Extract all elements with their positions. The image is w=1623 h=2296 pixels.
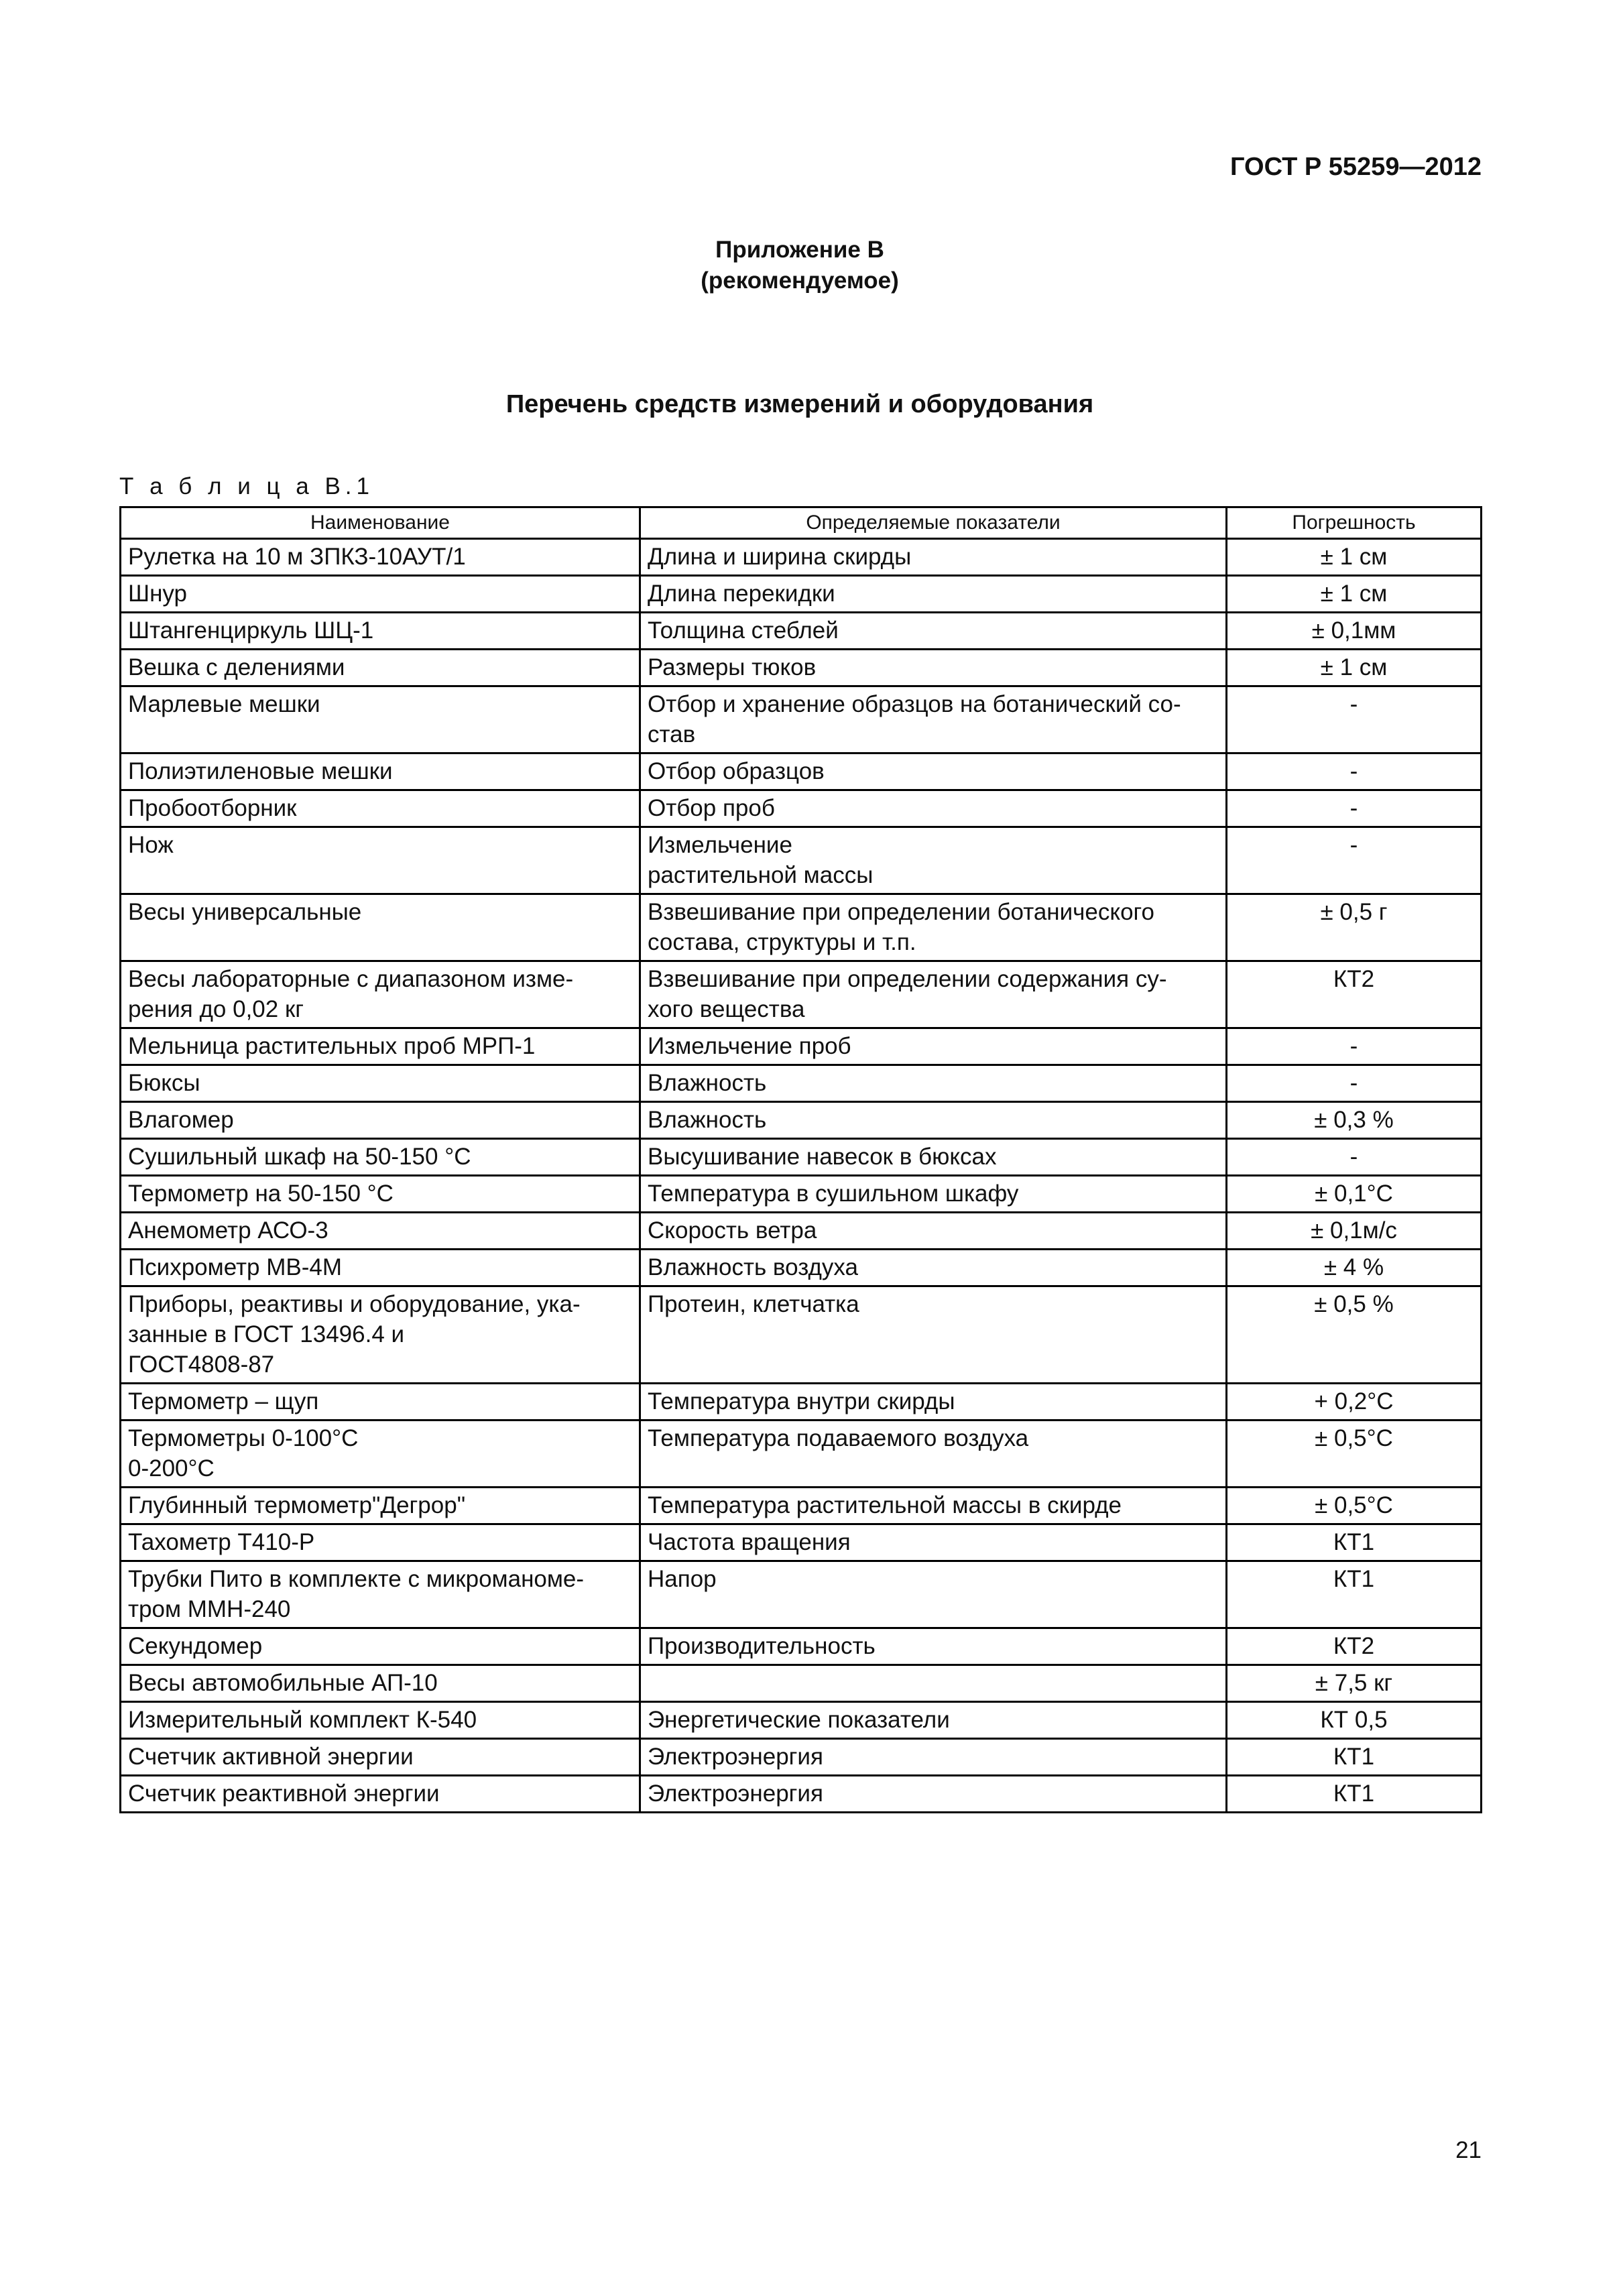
cell-parameters: Напор bbox=[640, 1561, 1227, 1628]
cell-parameters: Влажность bbox=[640, 1102, 1227, 1139]
table-row bbox=[121, 1213, 1482, 1250]
cell-name: Измерительный комплект К-540 bbox=[121, 1702, 640, 1739]
cell-name: Нож bbox=[121, 827, 640, 894]
cell-parameters: Влажность bbox=[640, 1065, 1227, 1102]
cell-parameters: Отбор образцов bbox=[640, 753, 1227, 790]
cell-accuracy: ± 0,3 % bbox=[1227, 1102, 1482, 1139]
table-row bbox=[121, 1524, 1482, 1561]
cell-accuracy: КТ1 bbox=[1227, 1739, 1482, 1776]
cell-accuracy: - bbox=[1227, 790, 1482, 827]
cell-name: Приборы, реактивы и оборудование, ука- занные в ГОСТ 13496.4 и ГОСТ4808-87 bbox=[121, 1286, 640, 1384]
cell-accuracy: ± 0,5 % bbox=[1227, 1286, 1482, 1384]
cell-parameters: Измельчение растительной массы bbox=[640, 827, 1227, 894]
cell-accuracy: - bbox=[1227, 686, 1482, 753]
cell-accuracy: ± 0,1м/с bbox=[1227, 1213, 1482, 1250]
cell-name: Глубинный термометр"Дегрор" bbox=[121, 1488, 640, 1524]
cell-name: Вешка с делениями bbox=[121, 650, 640, 686]
table-row bbox=[121, 1702, 1482, 1739]
cell-accuracy: ± 0,1°С bbox=[1227, 1176, 1482, 1213]
cell-name: Влагомер bbox=[121, 1102, 640, 1139]
cell-name: Полиэтиленовые мешки bbox=[121, 753, 640, 790]
table-row bbox=[121, 894, 1482, 961]
table-row bbox=[121, 961, 1482, 1028]
cell-accuracy: ± 0,5 г bbox=[1227, 894, 1482, 961]
cell-parameters: Температура подаваемого воздуха bbox=[640, 1421, 1227, 1488]
table-row bbox=[121, 686, 1482, 753]
document-title: Перечень средств измерений и оборудования bbox=[505, 390, 1094, 418]
cell-name: Термометр – щуп bbox=[121, 1384, 640, 1421]
cell-parameters: Температура внутри скирды bbox=[640, 1384, 1227, 1421]
cell-parameters: Электроэнергия bbox=[640, 1776, 1227, 1813]
cell-name: Весы лабораторные с диапазоном изме- рения до 0,02 кг bbox=[121, 961, 640, 1028]
cell-accuracy: КТ1 bbox=[1227, 1776, 1482, 1813]
cell-parameters: Отбор и хранение образцов на ботанический со- став bbox=[640, 686, 1227, 753]
table-row bbox=[121, 1176, 1482, 1213]
cell-name: Мельница растительных проб МРП-1 bbox=[121, 1028, 640, 1065]
cell-accuracy: ± 0,5°С bbox=[1227, 1488, 1482, 1524]
cell-accuracy: ± 0,1мм bbox=[1227, 613, 1482, 650]
cell-parameters: Размеры тюков bbox=[640, 650, 1227, 686]
cell-parameters bbox=[640, 1665, 1227, 1702]
cell-name: Термометры 0-100°С 0-200°С bbox=[121, 1421, 640, 1488]
cell-accuracy: ± 0,5°С bbox=[1227, 1421, 1482, 1488]
cell-parameters: Влажность воздуха bbox=[640, 1250, 1227, 1286]
cell-accuracy: + 0,2°С bbox=[1227, 1384, 1482, 1421]
cell-parameters: Взвешивание при определении содержания су- хого вещества bbox=[640, 961, 1227, 1028]
cell-accuracy: ± 1 см bbox=[1227, 576, 1482, 613]
cell-name: Трубки Пито в комплекте с микроманоме- тром ММН-240 bbox=[121, 1561, 640, 1628]
table-row bbox=[121, 790, 1482, 827]
cell-name: Весы автомобильные АП-10 bbox=[121, 1665, 640, 1702]
cell-name: Весы универсальные bbox=[121, 894, 640, 961]
cell-accuracy: - bbox=[1227, 827, 1482, 894]
cell-name: Психрометр МВ-4М bbox=[121, 1250, 640, 1286]
cell-name: Тахометр Т410-Р bbox=[121, 1524, 640, 1561]
cell-parameters: Частота вращения bbox=[640, 1524, 1227, 1561]
cell-name: Пробоотборник bbox=[121, 790, 640, 827]
cell-parameters: Энергетические показатели bbox=[640, 1702, 1227, 1739]
cell-parameters: Толщина стеблей bbox=[640, 613, 1227, 650]
appendix-title: Приложение В bbox=[715, 237, 884, 263]
cell-name: Шнур bbox=[121, 576, 640, 613]
equipment-table bbox=[119, 506, 1482, 1813]
cell-name: Сушильный шкаф на 50-150 °С bbox=[121, 1139, 640, 1176]
cell-parameters: Отбор проб bbox=[640, 790, 1227, 827]
cell-name: Счетчик активной энергии bbox=[121, 1739, 640, 1776]
cell-parameters: Производительность bbox=[640, 1628, 1227, 1665]
table-row bbox=[121, 613, 1482, 650]
table-row bbox=[121, 1628, 1482, 1665]
cell-accuracy: - bbox=[1227, 1139, 1482, 1176]
cell-parameters: Взвешивание при определении ботанического состава, структуры и т.п. bbox=[640, 894, 1227, 961]
cell-accuracy: КТ 0,5 bbox=[1227, 1702, 1482, 1739]
table-row bbox=[121, 539, 1482, 576]
table-row bbox=[121, 1384, 1482, 1421]
column-header-name: Наименование bbox=[121, 507, 640, 539]
cell-accuracy: - bbox=[1227, 1028, 1482, 1065]
table-row bbox=[121, 1028, 1482, 1065]
cell-parameters: Температура в сушильном шкафу bbox=[640, 1176, 1227, 1213]
table-row bbox=[121, 1421, 1482, 1488]
table-row bbox=[121, 1488, 1482, 1524]
table-row bbox=[121, 1665, 1482, 1702]
cell-parameters: Температура растительной массы в скирде bbox=[640, 1488, 1227, 1524]
cell-parameters: Длина перекидки bbox=[640, 576, 1227, 613]
cell-name: Марлевые мешки bbox=[121, 686, 640, 753]
column-header-parameters: Определяемые показатели bbox=[640, 507, 1227, 539]
cell-name: Бюксы bbox=[121, 1065, 640, 1102]
cell-accuracy: ± 4 % bbox=[1227, 1250, 1482, 1286]
cell-name: Счетчик реактивной энергии bbox=[121, 1776, 640, 1813]
cell-accuracy: - bbox=[1227, 753, 1482, 790]
cell-name: Секундомер bbox=[121, 1628, 640, 1665]
cell-parameters: Высушивание навесок в бюксах bbox=[640, 1139, 1227, 1176]
table-row bbox=[121, 1739, 1482, 1776]
cell-name: Термометр на 50-150 °С bbox=[121, 1176, 640, 1213]
column-header-accuracy: Погрешность bbox=[1227, 507, 1482, 539]
table-row bbox=[121, 1065, 1482, 1102]
table-row bbox=[121, 1250, 1482, 1286]
cell-accuracy: КТ1 bbox=[1227, 1524, 1482, 1561]
cell-parameters: Измельчение проб bbox=[640, 1028, 1227, 1065]
table-row bbox=[121, 1561, 1482, 1628]
cell-name: Штангенциркуль ШЦ-1 bbox=[121, 613, 640, 650]
cell-accuracy: ± 1 см bbox=[1227, 539, 1482, 576]
table-row bbox=[121, 576, 1482, 613]
table-row bbox=[121, 1139, 1482, 1176]
table-row bbox=[121, 1776, 1482, 1813]
table-row bbox=[121, 1102, 1482, 1139]
cell-parameters: Длина и ширина скирды bbox=[640, 539, 1227, 576]
cell-accuracy: КТ1 bbox=[1227, 1561, 1482, 1628]
standard-number: ГОСТ Р 55259—2012 bbox=[1230, 153, 1482, 181]
cell-accuracy: КТ2 bbox=[1227, 1628, 1482, 1665]
table-row bbox=[121, 650, 1482, 686]
cell-name: Анемометр АСО-3 bbox=[121, 1213, 640, 1250]
table-caption: Т а б л и ц а В.1 bbox=[119, 473, 374, 499]
cell-name: Рулетка на 10 м ЗПКЗ-10АУТ/1 bbox=[121, 539, 640, 576]
cell-parameters: Скорость ветра bbox=[640, 1213, 1227, 1250]
cell-accuracy: КТ2 bbox=[1227, 961, 1482, 1028]
table-row bbox=[121, 753, 1482, 790]
cell-accuracy: ± 1 см bbox=[1227, 650, 1482, 686]
table-row bbox=[121, 827, 1482, 894]
cell-accuracy: - bbox=[1227, 1065, 1482, 1102]
cell-parameters: Электроэнергия bbox=[640, 1739, 1227, 1776]
table-header-row bbox=[121, 507, 1482, 539]
appendix-heading bbox=[0, 235, 1600, 296]
table-body bbox=[121, 539, 1482, 1813]
appendix-subtitle: (рекомендуемое) bbox=[701, 267, 899, 294]
cell-parameters: Протеин, клетчатка bbox=[640, 1286, 1227, 1384]
cell-accuracy: ± 7,5 кг bbox=[1227, 1665, 1482, 1702]
table-row bbox=[121, 1286, 1482, 1384]
page-number: 21 bbox=[1455, 2137, 1482, 2163]
